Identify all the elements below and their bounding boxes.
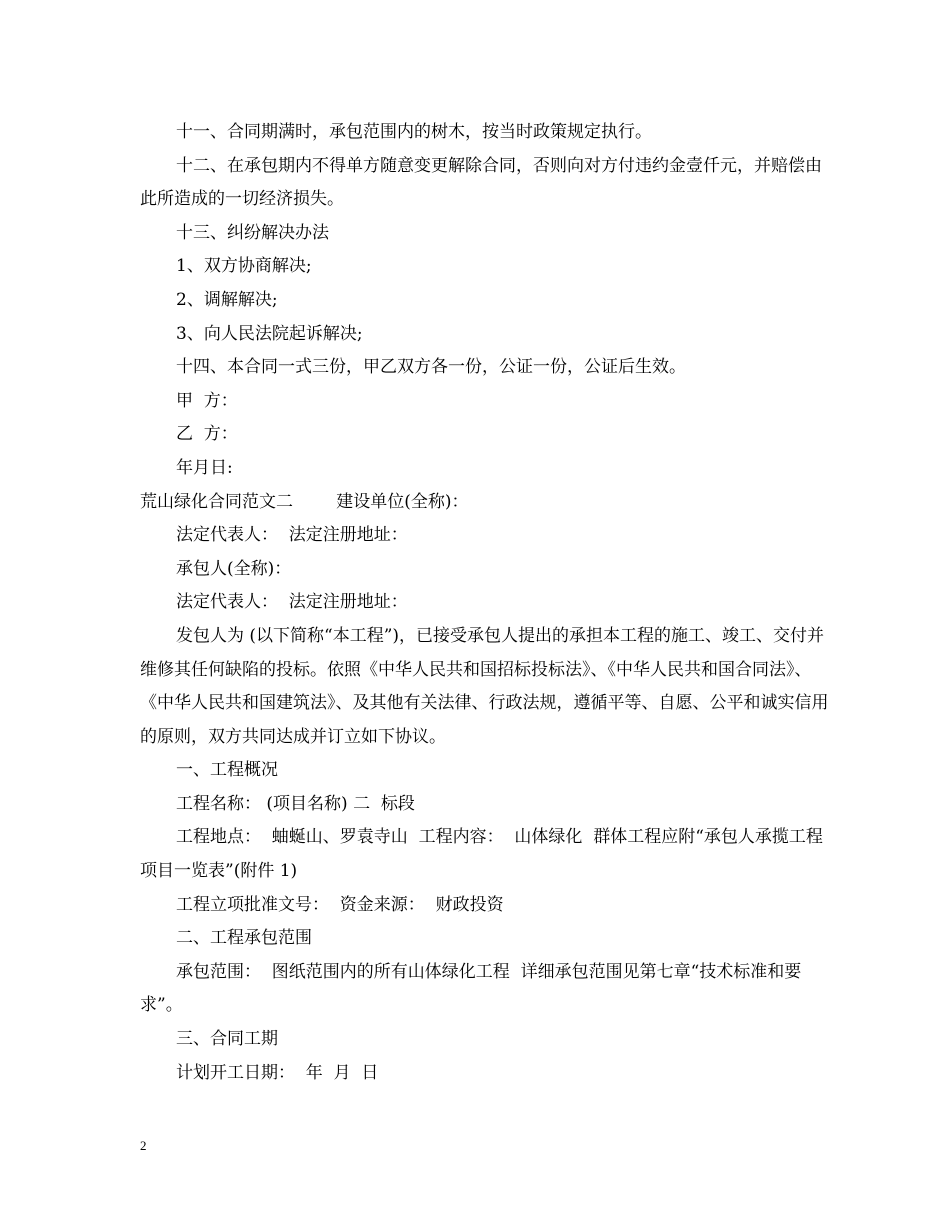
paragraph: 十四、本合同一式三份，甲乙双方各一份，公证一份，公证后生效。: [176, 357, 686, 378]
paragraph: 计划开工日期： 年 月 日: [176, 1062, 379, 1083]
signature-party-a: 甲 方：: [176, 390, 238, 411]
page-number: 2: [140, 1138, 147, 1153]
paragraph: 十一、合同期满时，承包范围内的树木，按当时政策规定执行。: [176, 122, 652, 142]
signature-party-b: 乙 方：: [176, 424, 238, 445]
body-text: [140, 116, 830, 1090]
paragraph: 一、工程概况: [176, 760, 278, 781]
paragraph: 承包人(全称)：: [176, 558, 292, 579]
paragraph: 工程地点： 蚰蜒山、罗袁寺山 工程内容： 山体绿化 群体工程应附“承包人承揽工程项目一览表”(附件 1): [140, 827, 823, 882]
section-heading: 荒山绿化合同范文二 建设单位(全称)：: [140, 491, 469, 512]
signature-date: 年月日:: [176, 457, 233, 478]
paragraph: 1、双方协商解决;: [176, 256, 312, 277]
paragraph: 三、合同工期: [176, 1029, 278, 1050]
paragraph: 十三、纠纷解决办法: [176, 222, 329, 243]
paragraph: 发包人为 (以下简称“本工程”)，已接受承包人提出的承担本工程的施工、竣工、交付并维修其任何缺陷的投标。依照《中华人民共和国招标投标法》、《中华人民共和国合同法》、《中华人民共和国建筑法》、及其他有关法律、行政法规，遵循平等、自愿、公平和诚实信用的原则，双方共同达成并订立如下协议。: [140, 625, 829, 747]
paragraph: 3、向人民法院起诉解决;: [176, 323, 363, 344]
paragraph: 2、调解解决;: [176, 289, 278, 310]
paragraph: 十二、在承包期内不得单方随意变更解除合同，否则向对方付违约金壹仟元，并赔偿由此所造成的一切经济损失。: [140, 155, 822, 210]
paragraph: 工程立项批准文号： 资金来源： 财政投资: [176, 894, 504, 915]
paragraph: 二、工程承包范围: [176, 928, 312, 949]
paragraph: 承包范围： 图纸范围内的所有山体绿化工程 详细承包范围见第七章“技术标准和要求”。: [140, 961, 802, 1016]
paragraph: 工程名称： (项目名称) 二 标段: [176, 793, 415, 814]
paragraph: 法定代表人： 法定注册地址：: [176, 525, 408, 546]
paragraph: 法定代表人： 法定注册地址：: [176, 592, 408, 613]
